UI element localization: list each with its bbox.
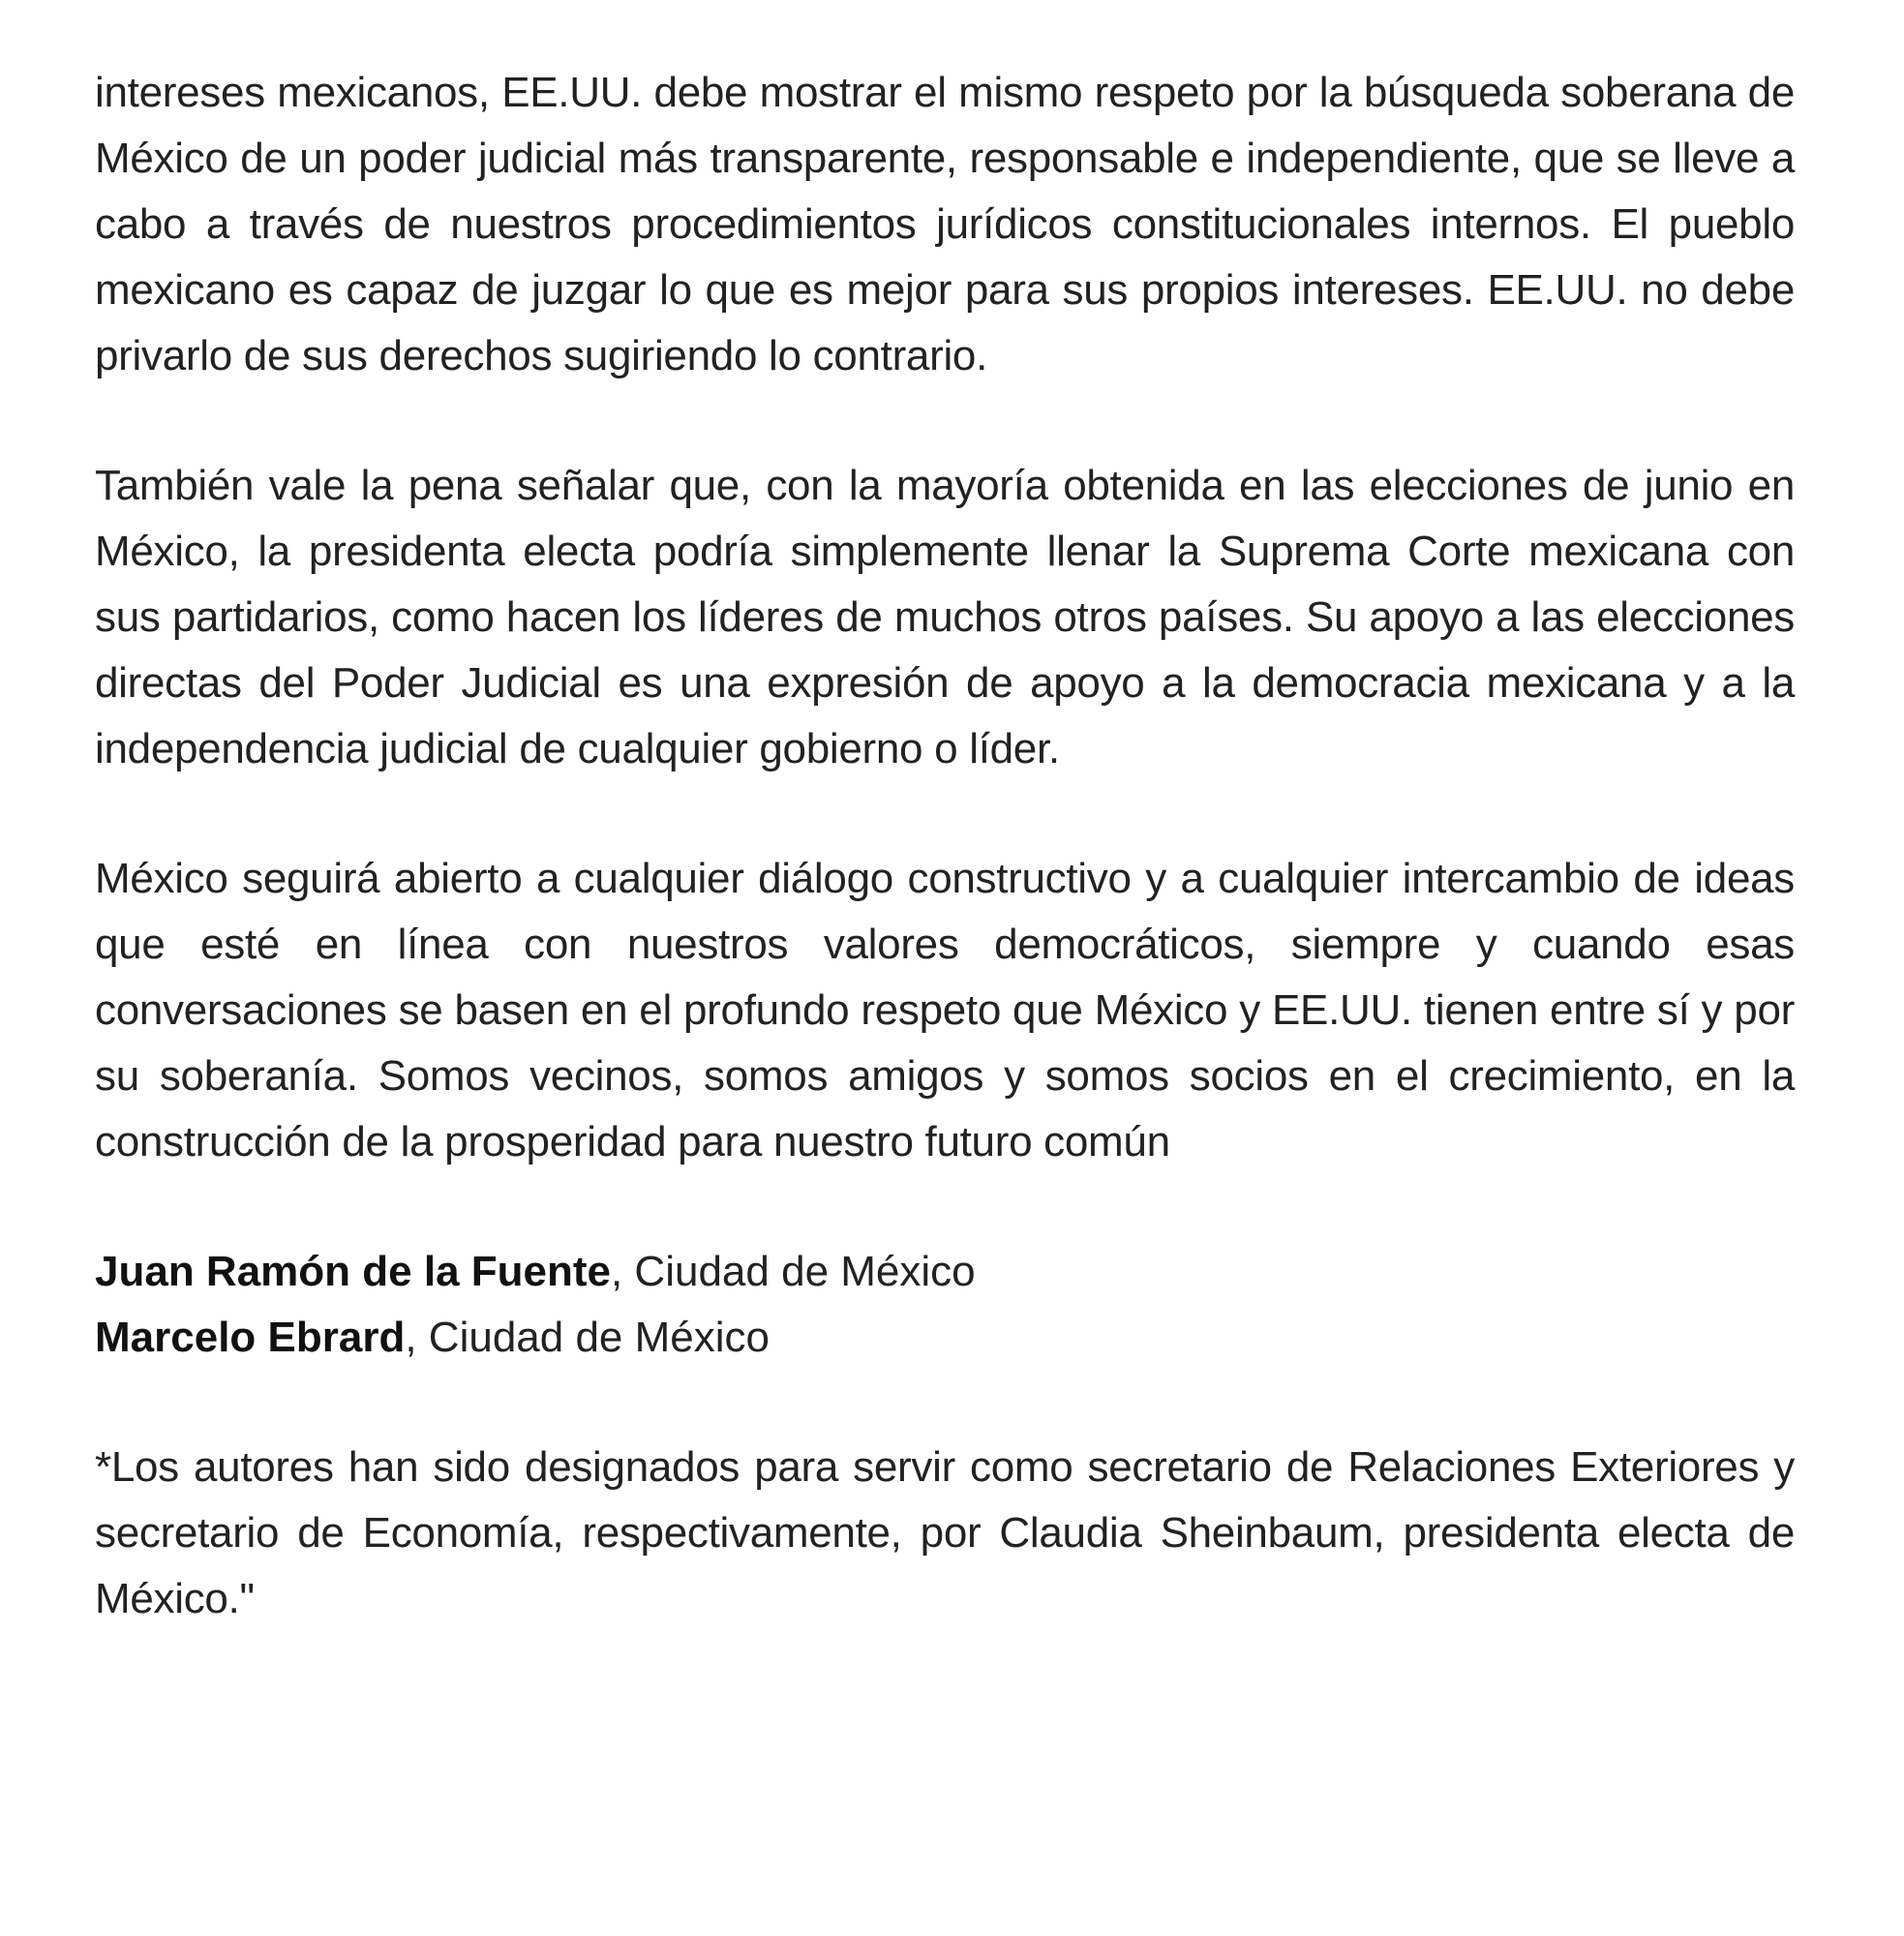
signature-name: Marcelo Ebrard	[95, 1314, 406, 1361]
signature-block	[95, 1239, 1795, 1371]
signature-name: Juan Ramón de la Fuente	[95, 1248, 611, 1295]
paragraph-2: También vale la pena señalar que, con la mayoría obtenida en las elecciones de junio en México, la presidenta electa podría simplemente llenar la Suprema Corte mexicana con sus partidarios, como hacen los líderes de muchos otros países. Su apoyo a las elecciones directas del Poder Judicial es una expresión de apoyo a la democracia mexicana y a la independencia judicial de cualquier gobierno o líder.	[95, 462, 1795, 772]
paragraph-3: México seguirá abierto a cualquier diálogo constructivo y a cualquier intercambio de ideas que esté en línea con nuestros valores democráticos, siempre y cuando esas conversaciones se basen en el profundo respeto que México y EE.UU. tienen entre sí y por su soberanía. Somos vecinos, somos amigos y somos socios en el crecimiento, en la construcción de la prosperidad para nuestro futuro común	[95, 855, 1795, 1165]
signature-line-1	[95, 1239, 1795, 1305]
footnote: *Los autores han sido designados para servir como secretario de Relaciones Exteriores y secretario de Economía, respectivamente, por Claudia Sheinbaum, presidenta electa de México."	[95, 1443, 1795, 1622]
paragraph-1: intereses mexicanos, EE.UU. debe mostrar el mismo respeto por la búsqueda soberana de México de un poder judicial más transparente, responsable e independiente, que se lleve a cabo a través de nuestros procedimientos jurídicos constitucionales internos. El pueblo mexicano es capaz de juzgar lo que es mejor para sus propios intereses. EE.UU. no debe privarlo de sus derechos sugiriendo lo contrario.	[95, 69, 1795, 379]
document-page	[95, 60, 1795, 1632]
signature-location: , Ciudad de México	[610, 1248, 976, 1295]
signature-location: , Ciudad de México	[405, 1314, 770, 1361]
signature-line-2	[95, 1305, 1795, 1371]
